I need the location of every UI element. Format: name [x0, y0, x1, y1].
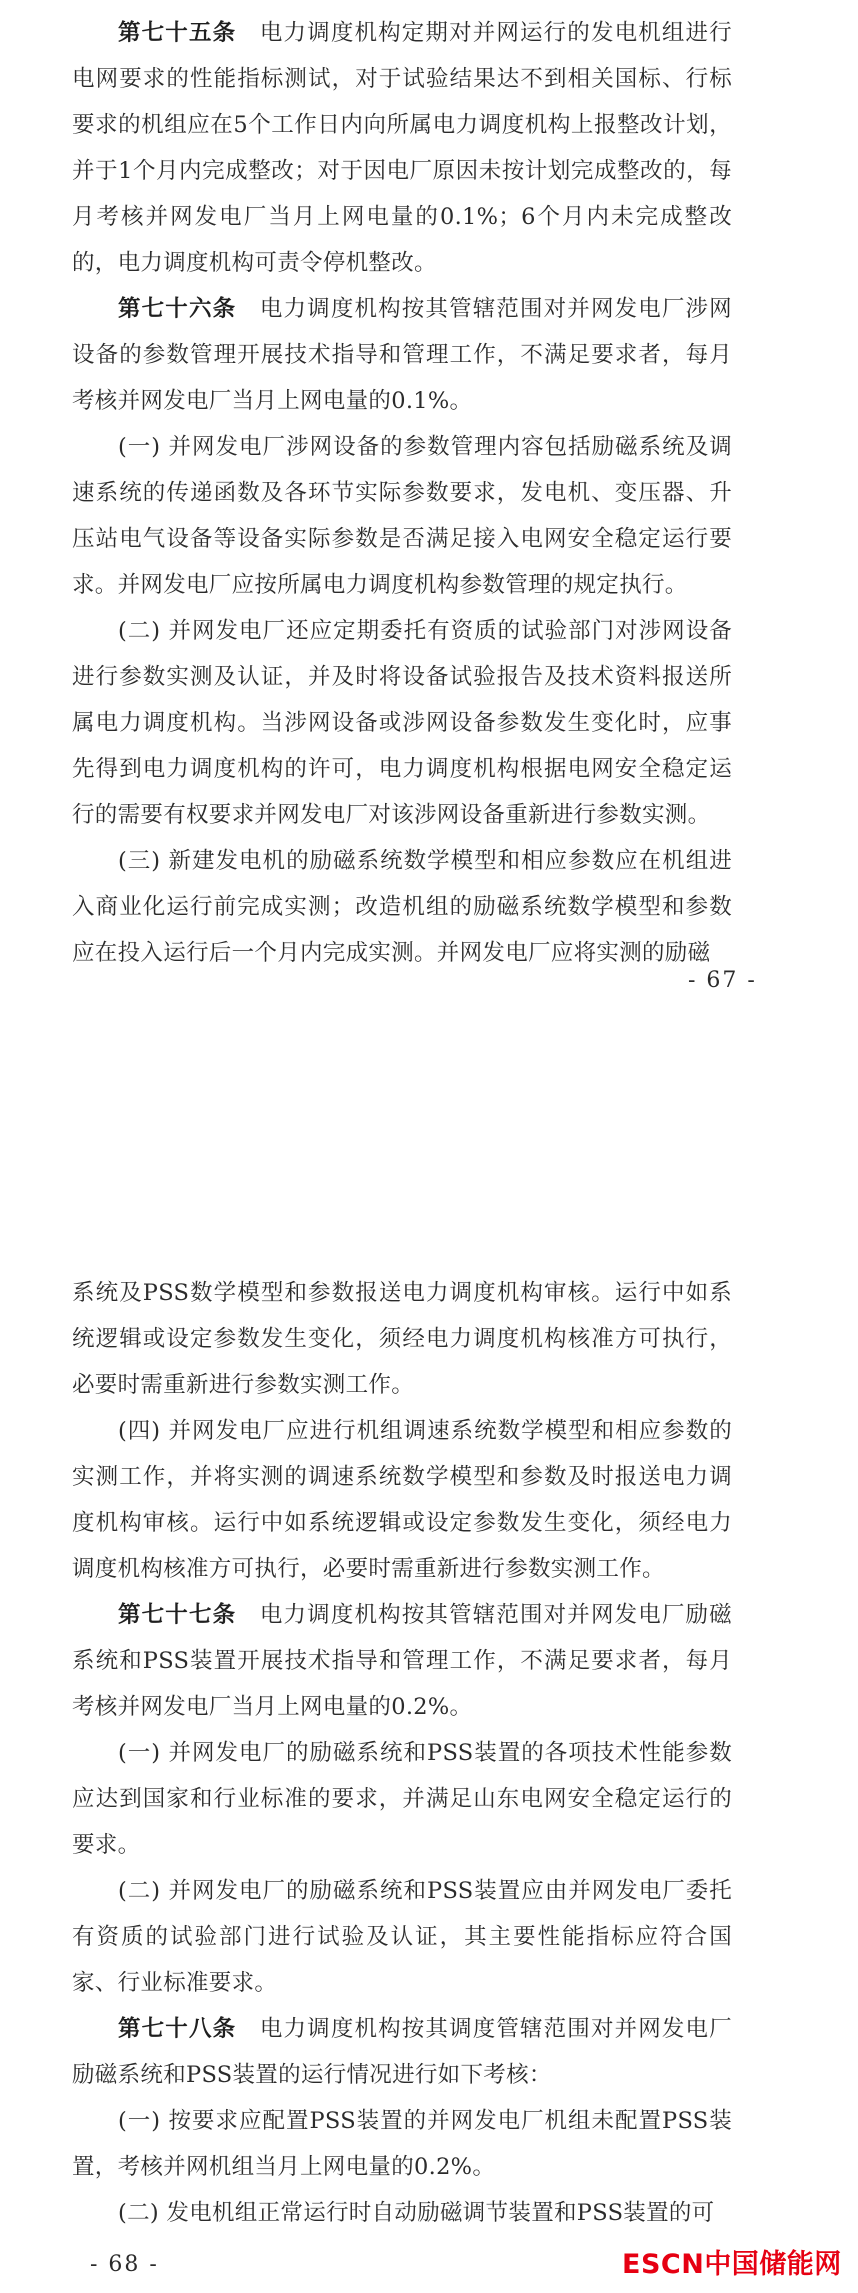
page-67 [0, 0, 858, 1010]
article-77-heading: 第七十七条 [118, 1602, 237, 1628]
article-77-item-2: (二) 并网发电厂的励磁系统和PSS装置应由并网发电厂委托有资质的试验部门进行试验及认证，其主要性能指标应符合国家、行业标准要求。 [72, 1878, 732, 1996]
article-76-item-3: (三) 新建发电机的励磁系统数学模型和相应参数应在机组进入商业化运行前完成实测；改造机组的励磁系统数学模型和参数应在投入运行后一个月内完成实测。并网发电厂应将实测的励磁 [72, 848, 732, 966]
page-number: - 67 - [688, 968, 757, 993]
article-78-item-1: (一) 按要求应配置PSS装置的并网发电厂机组未配置PSS装置，考核并网机组当月上网电量的0.2%。 [72, 2108, 732, 2180]
article-76 [72, 286, 732, 424]
article-76-heading: 第七十六条 [118, 296, 237, 322]
article-77-item-1: (一) 并网发电厂的励磁系统和PSS装置的各项技术性能参数应达到国家和行业标准的要求，并满足山东电网安全稳定运行的要求。 [72, 1740, 732, 1858]
article-75-heading: 第七十五条 [118, 20, 237, 46]
article-77-text: 电力调度机构按其管辖范围对并网发电厂励磁系统和PSS装置开展技术指导和管理工作，不满足要求者，每月考核并网发电厂当月上网电量的0.2%。 [72, 1602, 732, 1720]
article-78-heading: 第七十八条 [118, 2016, 237, 2042]
article-78-item-2: (二) 发电机组正常运行时自动励磁调节装置和PSS装置的可 [118, 2200, 715, 2226]
article-76-text: 电力调度机构按其管辖范围对并网发电厂涉网设备的参数管理开展技术指导和管理工作，不满足要求者，每月考核并网发电厂当月上网电量的0.1%。 [72, 296, 732, 414]
article-77 [72, 1592, 732, 1730]
escn-watermark-logo [622, 2248, 842, 2282]
article-76-item-1: (一) 并网发电厂涉网设备的参数管理内容包括励磁系统及调速系统的传递函数及各环节实际参数要求，发电机、变压器、升压站电气设备等设备实际参数是否满足接入电网安全稳定运行要求。并网发电厂应按所属电力调度机构参数管理的规定执行。 [72, 434, 732, 598]
article-78-text: 电力调度机构按其调度管辖范围对并网发电厂励磁系统和PSS装置的运行情况进行如下考核： [72, 2016, 732, 2088]
article-75-text: 电力调度机构定期对并网运行的发电机组进行电网要求的性能指标测试，对于试验结果达不到相关国标、行标要求的机组应在5个工作日内向所属电力调度机构上报整改计划，并于1个月内完成整改；对于因电厂原因未按计划完成整改的，每月考核并网发电厂当月上网电量的0.1%；6个月内未完成整改的，电力调度机构可责令停机整改。 [72, 20, 732, 276]
article-78 [72, 2006, 732, 2098]
article-76-item-2: (二) 并网发电厂还应定期委托有资质的试验部门对涉网设备进行参数实测及认证，并及时将设备试验报告及技术资料报送所属电力调度机构。当涉网设备或涉网设备参数发生变化时，应事先得到电力调度机构的许可，电力调度机构根据电网安全稳定运行的需要有权要求并网发电厂对该涉网设备重新进行参数实测。 [72, 618, 732, 828]
escn-logo-chinese: 中国储能网 [704, 2249, 842, 2280]
page-68 [0, 1270, 858, 2293]
article-76-item-3-continued: 系统及PSS数学模型和参数报送电力调度机构审核。运行中如系统逻辑或设定参数发生变化，须经电力调度机构核准方可执行，必要时需重新进行参数实测工作。 [72, 1280, 732, 1398]
article-75 [72, 10, 732, 286]
page-number: - 68 - [90, 2252, 159, 2277]
escn-logo-latin: ESCN [622, 2249, 705, 2280]
article-76-item-4: (四) 并网发电厂应进行机组调速系统数学模型和相应参数的实测工作，并将实测的调速系统数学模型和参数及时报送电力调度机构审核。运行中如系统逻辑或设定参数发生变化，须经电力调度机构核准方可执行，必要时需重新进行参数实测工作。 [72, 1418, 732, 1582]
